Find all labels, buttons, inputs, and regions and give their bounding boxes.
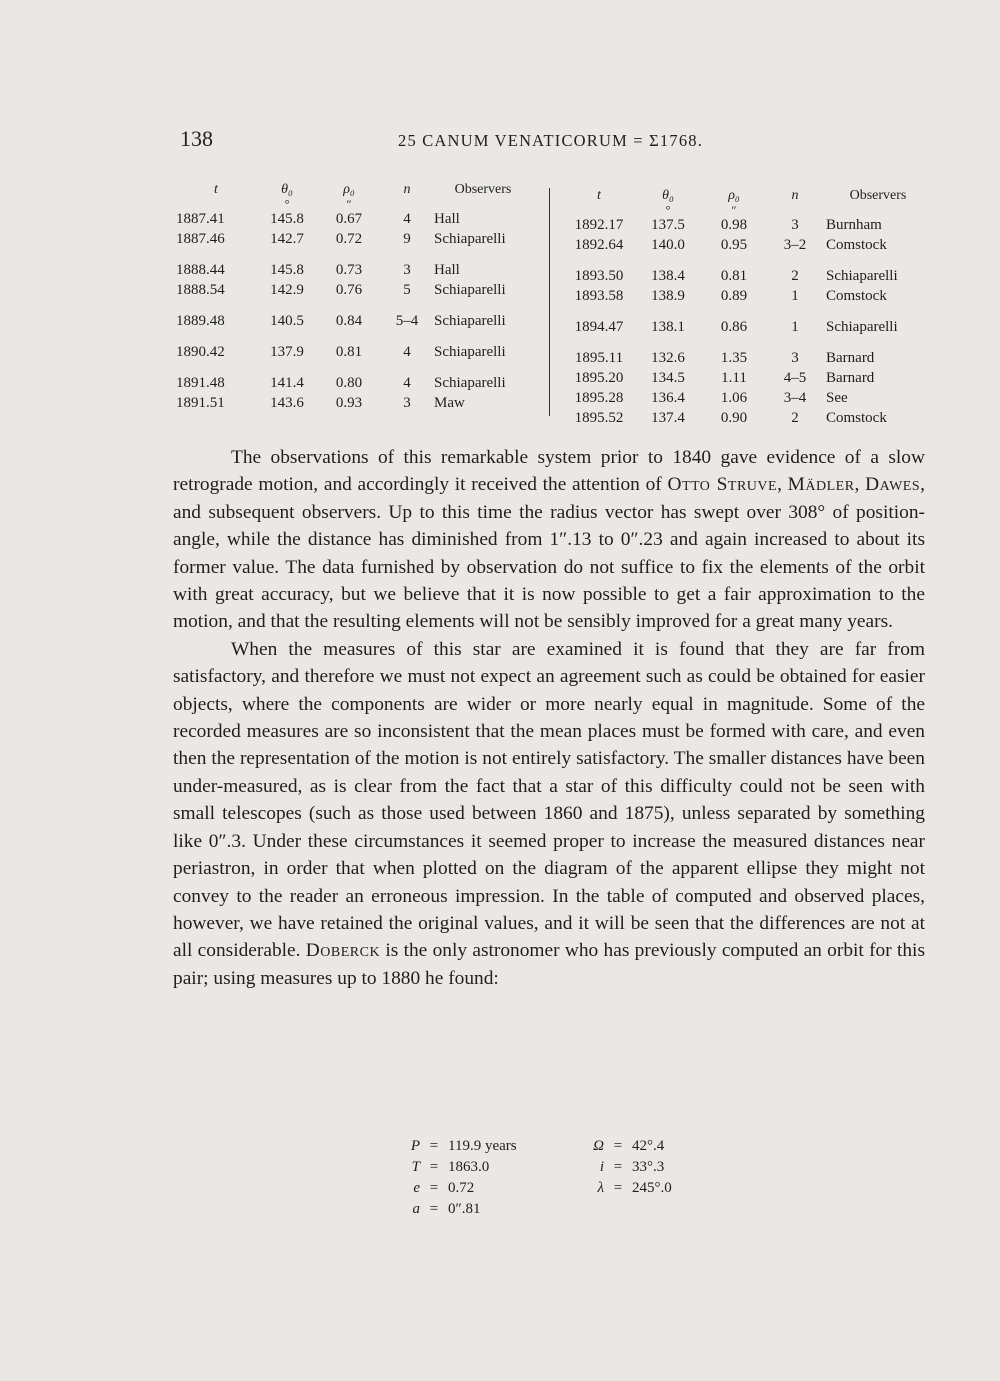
text-run: ,	[854, 474, 866, 496]
rho-cell: 1.06	[720, 390, 748, 406]
observer-cell: Barnard	[826, 350, 875, 366]
header-theta: θ₀	[281, 182, 293, 197]
theta-cell: 140.5	[270, 313, 304, 329]
epoch-cell: 1887.41	[176, 211, 225, 227]
header-n: n	[403, 182, 411, 197]
equals-sign: =	[429, 1180, 439, 1196]
element-value: 245°.0	[632, 1180, 672, 1196]
row-spacer	[176, 331, 532, 342]
epoch-cell: 1894.47	[574, 319, 624, 335]
element-symbol: i	[599, 1159, 604, 1175]
orbit-elements-left	[396, 1136, 517, 1220]
table-row	[566, 286, 930, 306]
n-cell: 3–2	[783, 237, 807, 253]
theta-cell: 137.5	[651, 217, 685, 233]
rho-cell: 0.90	[720, 410, 748, 426]
paragraph	[173, 444, 925, 636]
observer-cell: Schiaparelli	[434, 313, 506, 329]
observations-table-left	[176, 178, 532, 413]
theta-cell: 134.5	[651, 370, 685, 386]
orbit-element	[580, 1178, 672, 1199]
astronomer-name: Doberck	[305, 940, 381, 962]
n-cell: 5	[403, 282, 411, 298]
epoch-cell: 1895.11	[574, 350, 624, 366]
theta-cell: 142.7	[270, 231, 304, 247]
text-run: is the only astronomer who has previously computed an orbit for this pair; using measures up to 1880 he found:	[173, 940, 925, 989]
table-row	[176, 393, 532, 413]
n-cell: 4–5	[783, 370, 807, 386]
rho-cell: 0.84	[335, 313, 363, 329]
orbit-element	[396, 1199, 517, 1220]
header-observers: Observers	[454, 182, 512, 197]
equals-sign: =	[613, 1159, 623, 1175]
epoch-cell: 1893.58	[574, 288, 624, 304]
equals-sign: =	[613, 1138, 623, 1154]
orbit-element	[580, 1136, 672, 1157]
row-spacer	[176, 300, 532, 311]
unit-degree: °	[665, 203, 671, 217]
table-row	[566, 317, 930, 337]
rho-cell: 0.93	[335, 395, 363, 411]
astronomer-name: Mädler	[787, 474, 855, 496]
observer-cell: Comstock	[826, 410, 887, 426]
n-cell: 3	[403, 262, 411, 278]
header-t: t	[597, 188, 601, 203]
orbit-element	[396, 1136, 517, 1157]
header-t: t	[214, 182, 218, 197]
n-cell: 4	[403, 211, 411, 227]
element-value: 0″.81	[448, 1201, 481, 1217]
running-head: 25 CANUM VENATICORUM = Σ1768.	[398, 131, 704, 150]
theta-cell: 138.1	[651, 319, 685, 335]
equals-sign: =	[429, 1201, 439, 1217]
element-symbol: λ	[597, 1180, 604, 1196]
observer-cell: Maw	[434, 395, 465, 411]
theta-cell: 142.9	[270, 282, 304, 298]
observer-cell: Hall	[434, 211, 460, 227]
epoch-cell: 1888.54	[176, 282, 225, 298]
header-observers: Observers	[849, 188, 907, 203]
epoch-cell: 1890.42	[176, 344, 225, 360]
observer-cell: Comstock	[826, 288, 887, 304]
table-row	[176, 260, 532, 280]
observations-table-right	[566, 184, 930, 428]
orbit-elements-right	[580, 1136, 672, 1199]
unit-arcsec: ″	[731, 203, 737, 217]
epoch-cell: 1893.50	[574, 268, 624, 284]
row-spacer	[566, 337, 930, 348]
rho-cell: 0.98	[720, 217, 748, 233]
table-row	[176, 229, 532, 249]
epoch-cell: 1892.64	[574, 237, 624, 253]
n-cell: 5–4	[395, 313, 419, 329]
element-symbol: P	[410, 1138, 420, 1154]
orbit-element	[580, 1157, 672, 1178]
observer-cell: See	[826, 390, 848, 406]
table-row	[566, 348, 930, 368]
element-value: 0.72	[448, 1180, 475, 1196]
table-row	[566, 408, 930, 428]
n-cell: 3	[791, 350, 799, 366]
epoch-cell: 1892.17	[574, 217, 624, 233]
rho-cell: 0.86	[720, 319, 748, 335]
header-rho: ρ₀	[728, 188, 740, 203]
theta-cell: 138.9	[651, 288, 685, 304]
table-divider	[549, 188, 550, 416]
rho-cell: 0.89	[720, 288, 748, 304]
n-cell: 1	[791, 288, 799, 304]
element-value: 1863.0	[448, 1159, 490, 1175]
observer-cell: Schiaparelli	[434, 344, 506, 360]
epoch-cell: 1891.48	[176, 375, 225, 391]
rho-cell: 0.76	[335, 282, 363, 298]
theta-cell: 137.4	[651, 410, 685, 426]
epoch-cell: 1888.44	[176, 262, 225, 278]
row-spacer	[176, 362, 532, 373]
row-spacer	[566, 306, 930, 317]
row-spacer	[566, 255, 930, 266]
equals-sign: =	[613, 1180, 623, 1196]
table-row	[566, 388, 930, 408]
element-symbol: T	[411, 1159, 420, 1175]
table-row	[566, 235, 930, 255]
rho-cell: 0.81	[720, 268, 748, 284]
theta-cell: 137.9	[270, 344, 304, 360]
astronomer-name: Otto Struve	[667, 474, 778, 496]
table-row	[176, 373, 532, 393]
n-cell: 1	[791, 319, 799, 335]
n-cell: 3	[791, 217, 799, 233]
epoch-cell: 1887.46	[176, 231, 225, 247]
page-number: 138	[180, 126, 213, 151]
equals-sign: =	[429, 1159, 439, 1175]
observer-cell: Schiaparelli	[434, 231, 506, 247]
observer-cell: Comstock	[826, 237, 887, 253]
observer-cell: Hall	[434, 262, 460, 278]
table-row	[176, 209, 532, 229]
theta-cell: 140.0	[651, 237, 685, 253]
element-value: 33°.3	[632, 1159, 665, 1175]
observer-cell: Schiaparelli	[826, 319, 898, 335]
theta-cell: 141.4	[270, 375, 304, 391]
epoch-cell: 1895.20	[574, 370, 624, 386]
header-rho: ρ₀	[343, 182, 355, 197]
theta-cell: 145.8	[270, 262, 304, 278]
n-cell: 3–4	[783, 390, 807, 406]
text-run: ,	[777, 474, 788, 496]
table-row	[176, 280, 532, 300]
rho-cell: 1.35	[720, 350, 748, 366]
element-symbol: e	[413, 1180, 420, 1196]
table-row	[176, 342, 532, 362]
header-theta: θ₀	[662, 188, 674, 203]
orbit-element	[396, 1178, 517, 1199]
epoch-cell: 1895.28	[574, 390, 624, 406]
theta-cell: 143.6	[270, 395, 304, 411]
rho-cell: 0.67	[335, 211, 363, 227]
theta-cell: 138.4	[651, 268, 685, 284]
row-spacer	[176, 249, 532, 260]
unit-arcsec: ″	[346, 197, 352, 211]
observer-cell: Barnard	[826, 370, 875, 386]
text-run: , and subsequent observers. Up to this time the radius vector has swept over 308° of position-angle, while the distance has diminished from 1″.13 to 0″.23 and again increased to about its former value. The data furnished by observation do not suffice to fix the elements of the orbit with great accuracy, but we believe that it is now possible to get a fair approximation to the motion, and that the resulting elements will not be sensibly improved for a great many years.	[173, 474, 925, 633]
orbit-element	[396, 1157, 517, 1178]
theta-cell: 136.4	[651, 390, 685, 406]
rho-cell: 0.95	[720, 237, 748, 253]
observer-cell: Schiaparelli	[434, 282, 506, 298]
rho-cell: 0.72	[335, 231, 363, 247]
observer-cell: Schiaparelli	[826, 268, 898, 284]
rho-cell: 0.81	[335, 344, 363, 360]
body-text	[173, 444, 925, 992]
epoch-cell: 1889.48	[176, 313, 225, 329]
n-cell: 4	[403, 375, 411, 391]
observer-cell: Schiaparelli	[434, 375, 506, 391]
n-cell: 2	[791, 268, 799, 284]
table-row	[566, 215, 930, 235]
element-symbol: Ω	[593, 1138, 604, 1154]
text-run: When the measures of this star are examined it is found that they are far from satisfactory, and therefore we must not expect an agreement such as could be obtained for easier objects, where the components are wider or more nearly equal in magnitude. Some of the recorded measures are so inconsistent that the mean places must be formed with care, and even then the representation of the motion is not entirely satisfactory. The smaller distances have been under-measured, as is clear from the fact that a star of this difficulty could not be seen with small telescopes (such as those used between 1860 and 1875), unless separated by something like 0″.3. Under these circumstances it seemed proper to increase the measured distances near periastron, in order that when plotted on the diagram of the apparent ellipse they might not convey to the reader an erroneous impression. In the table of computed and observed places, however, we have retained the original values, and it will be seen that the differences are not at all considerable.	[173, 638, 925, 962]
header-n: n	[791, 188, 799, 203]
paragraph	[173, 636, 925, 992]
n-cell: 9	[403, 231, 411, 247]
rho-cell: 0.80	[335, 375, 363, 391]
n-cell: 2	[791, 410, 799, 426]
table-row	[566, 368, 930, 388]
text-run: The observations of this remarkable system prior to 1840 gave evidence of a slow retrograde motion, and accordingly it received the attention of	[173, 447, 925, 496]
n-cell: 4	[403, 344, 411, 360]
equals-sign: =	[429, 1138, 439, 1154]
astronomer-name: Dawes	[865, 474, 921, 496]
element-symbol: a	[412, 1201, 420, 1217]
table-row	[176, 311, 532, 331]
element-value: 119.9 years	[448, 1138, 517, 1154]
unit-degree: °	[284, 197, 290, 211]
theta-cell: 132.6	[651, 350, 685, 366]
theta-cell: 145.8	[270, 211, 304, 227]
observer-cell: Burnham	[826, 217, 882, 233]
element-value: 42°.4	[632, 1138, 665, 1154]
rho-cell: 0.73	[335, 262, 363, 278]
table-row	[566, 266, 930, 286]
epoch-cell: 1891.51	[176, 395, 225, 411]
rho-cell: 1.11	[721, 370, 747, 386]
epoch-cell: 1895.52	[574, 410, 624, 426]
n-cell: 3	[403, 395, 411, 411]
